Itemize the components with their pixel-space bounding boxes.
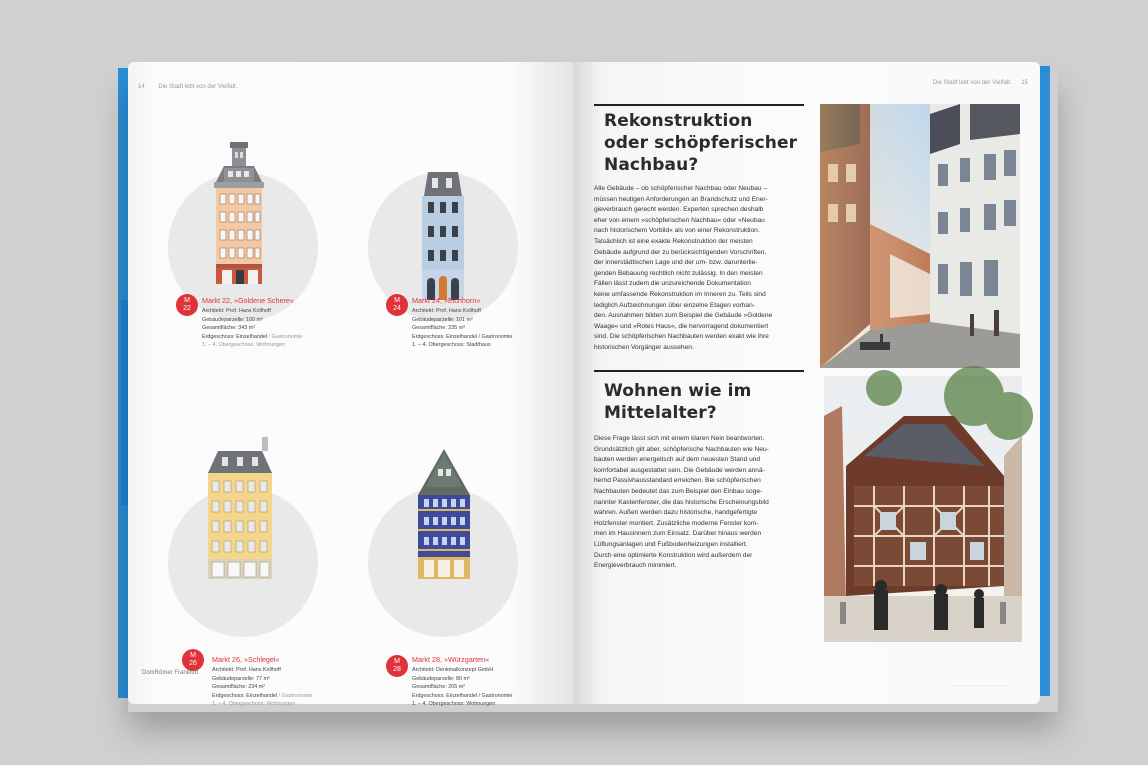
building-card-markt-22 [168,142,328,382]
badge-letter: M [190,652,196,659]
building-title: Markt 22, »Goldene Schere« [202,296,294,305]
right-page-number: 15 [1021,80,1028,86]
info-parcel: Gebäudeparzelle: 100 m² [202,316,263,323]
badge-markt-22 [176,294,198,316]
info-area: Gesamtfläche: 235 m² [412,325,466,332]
building-title: Markt 26, »Schlegel« [212,655,280,664]
left-running-header [138,84,237,90]
badge-letter: M [394,658,400,665]
right-page [574,62,1040,704]
building-title: Markt 24, »Eichhorn« [412,296,481,305]
section1-body: Alle Gebäude – ob schöpferischer Nachbau oder Neubau – müssen heutigen Anforderungen an Brandschutz und Ener- gieverbrauch gerecht werden. Experten sprechen deshalb eher von einem »schöpferischen Nachbau« oder »Neubau nach historischem Vorbild« als von einer Rekonstruktion. Tatsächlich ist eine exakte Rekonstruktion der meisten Gebäude aufgrund der zu berücksichtigenden Vorschriften, der innerstädtischen Lage und der um- bzw. darunterlie- genden Bebauung rechtlich nicht zulässig. In den meisten Fällen lässt zudem die unzureichende Dokumentation keine umfassende Rekonstruktion im Inneren zu. Teils sind lediglich Aufzeichnungen über einzelne Etagen vorhan- den. Ausnahmen bilden zum Beispiel die Gebäude »Goldene Waage« und »Rotes Haus«, die hervorragend dokumentiert sind. Die schöpferischen Nachbauten werden exakt wie ihre historischen Vorgänger aussehen. [594,185,773,351]
section2-rule [594,370,804,372]
building-illustration-eichhorn [418,166,468,302]
info-upper-floors: 1. – 4. Obergeschoss: Wohnungen [202,342,286,349]
info-ground-floor: Erdgeschoss: Einzelhandel / Gastronomie [412,692,513,699]
left-page-number: 14 [138,84,145,90]
badge-letter: M [394,297,400,304]
half-timbered-rendering-photo [824,376,1022,642]
info-parcel: Gebäudeparzelle: 77 m² [212,675,270,682]
section2-body: Diese Frage lässt sich mit einem klaren Nein beantworten. Grundsätzlich gilt aber, schöpferische Nachbauten wie Neu- bauten werden energetisch auf dem neuesten Stand und komfortabel ausgestattet sein. Die Gebäude werden annä- hernd Passivhausstandard erreichen. Bei schöpferischen Nachbauten bedeutet das zum Beispiel den Einbau soge- nannter Kastenfenster, die das historische Erscheinungsbild wahren. Außen werden dazu historische, handgefertigte Holzfenster montiert. Zusätzliche moderne Fenster kom- men im Hausinnern zum Einsatz. Darüber hinaus werden Lüftungsanlagen und Fußbodenheizungen installiert. Durch eine optimierte Konstruktion wird außerdem der Energieverbrauch minimiert. [594,435,769,570]
info-architect: Architekt: Prof. Hans Kollhoff [202,308,271,314]
badge-markt-24 [386,294,408,316]
right-header-text: Die Stadt lebt von der Vielfalt. [932,80,1012,86]
building-info [202,307,302,350]
info-architect: Architekt: Prof. Hans Kollhoff [212,667,281,673]
building-info [412,666,512,709]
right-running-header [933,80,1028,86]
info-upper-floors: 1. – 4. Obergeschoss: Wohnungen [212,701,296,708]
badge-number: 28 [393,666,401,673]
building-card-markt-28 [368,437,528,708]
building-card-markt-26 [168,437,328,708]
section1-rule [594,104,804,106]
badge-number: 22 [183,305,191,312]
info-area: Gesamtfläche: 234 m² [212,684,266,691]
section1-heading: Rekonstruktion oder schöpferischer Nachbau? [604,111,798,175]
right-footer-mark [950,685,1010,686]
left-page [128,62,574,708]
building-illustration-schlegel [204,437,276,581]
info-ground-floor: Erdgeschoss: Einzelhandel / Gastronomie [212,692,313,699]
info-ground-floor: Erdgeschoss: Einzelhandel / Gastronomie [202,333,303,340]
info-upper-floors: 1. – 4. Obergeschoss: Wohnungen [412,701,496,708]
section2-heading: Wohnen wie im Mittelalter? [604,381,752,423]
building-illustration-wuerzgarten [416,449,472,581]
left-header-text: Die Stadt lebt von der Vielfalt. [158,84,238,90]
info-area: Gesamtfläche: 343 m² [202,325,256,332]
badge-number: 24 [393,305,401,312]
badge-letter: M [184,297,190,304]
building-illustration-goldene-schere [210,138,268,302]
info-area: Gesamtfläche: 205 m² [412,684,466,691]
building-title: Markt 28, »Würzgarten« [412,655,490,664]
street-rendering-photo [820,104,1020,368]
left-footer: DomRömer Frankfurt [142,670,199,676]
info-architect: Architekt: Denkmalkonzept GmbH [412,667,494,673]
info-ground-floor: Erdgeschoss: Einzelhandel / Gastronomie [412,333,513,340]
info-parcel: Gebäudeparzelle: 101 m² [412,316,473,323]
building-info [212,666,312,709]
info-architect: Architekt: Prof. Hans Kollhoff [412,308,481,314]
info-parcel: Gebäudeparzelle: 80 m² [412,675,470,682]
badge-number: 26 [189,660,197,667]
building-card-markt-24 [368,142,528,382]
info-upper-floors: 1. – 4. Obergeschoss: Stadthaus [412,342,491,349]
badge-markt-26 [182,649,204,671]
building-info [412,307,512,350]
badge-markt-28 [386,655,408,677]
